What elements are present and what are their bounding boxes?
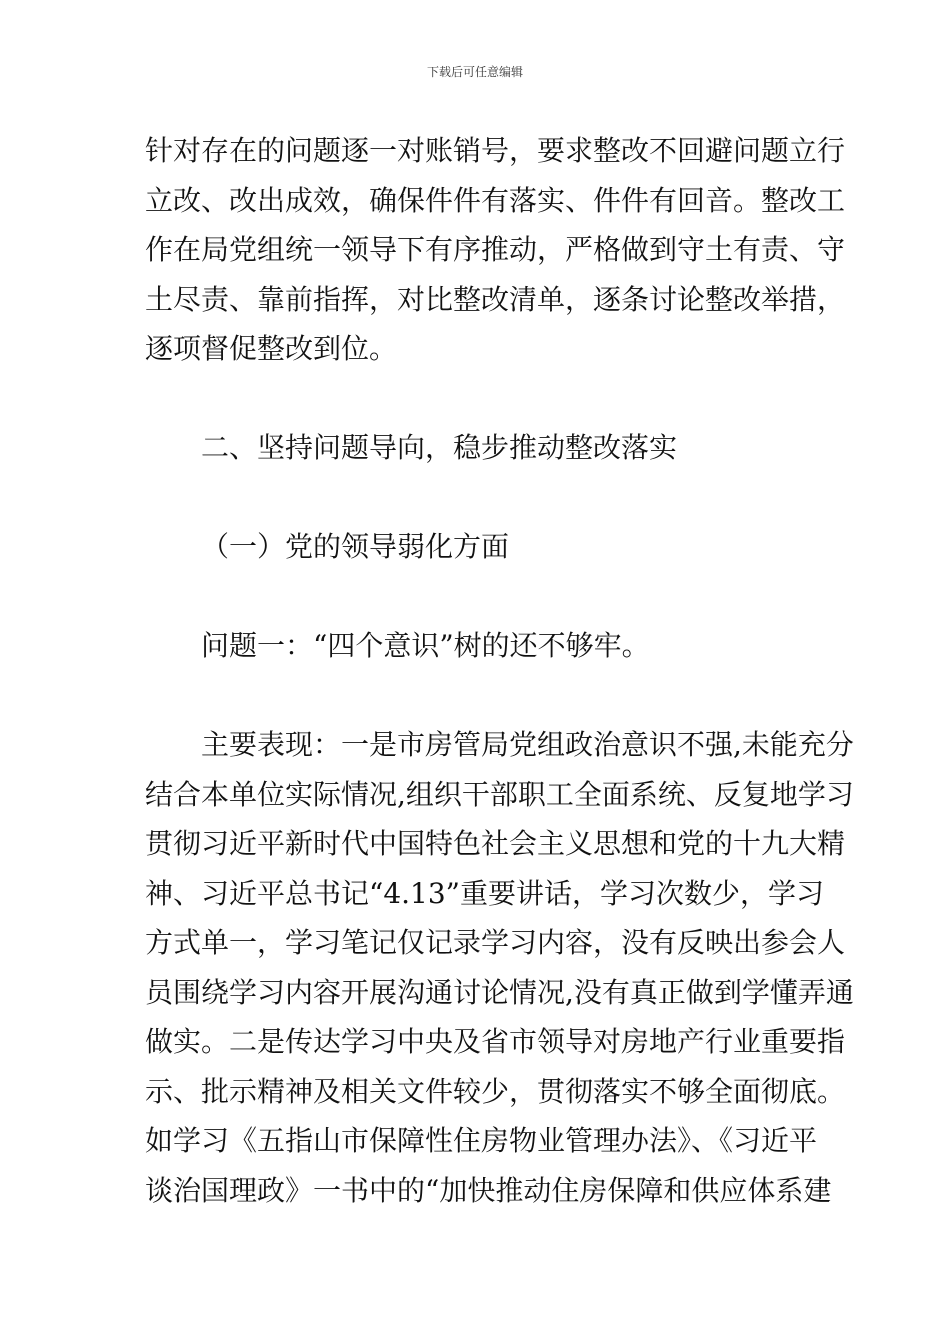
paragraph-line: 谈治国理政》一书中的“加快推动住房保障和供应体系建 [145, 1173, 832, 1207]
blank-line [145, 374, 815, 424]
paragraph-line: 针对存在的问题逐一对账销号，要求整改不回避问题立行 [145, 134, 846, 167]
paragraph-rectification [145, 126, 846, 374]
paragraph-line: 神、习近平总书记“4.13”重要讲话，学习次数少，学习 [145, 876, 824, 910]
paragraph-line: 逐项督促整改到位。 [145, 332, 398, 365]
paragraph-line: 如学习《五指山市保障性住房物业管理办法》、《习近平 [145, 1124, 818, 1157]
page-header-note: 下载后可任意编辑 [426, 65, 523, 79]
paragraph-line: 作在局党组统一领导下有序推动，严格做到守土有责、守 [145, 233, 846, 266]
paragraph-line: 立改、改出成效，确保件件有落实、件件有回音。整改工 [145, 183, 846, 217]
paragraph-line: 做实。二是传达学习中央及省市领导对房地产行业重要指 [145, 1025, 846, 1058]
section-heading: 二、坚持问题导向，稳步推动整改落实 [201, 431, 678, 464]
paragraph-line: 结合本单位实际情况,组织干部职工全面系统、反复地学习 [145, 777, 854, 811]
blank-line [145, 473, 815, 523]
paragraph-line: 示、批示精神及相关文件较少，贯彻落实不够全面彻底。 [145, 1074, 846, 1108]
subsection-heading: （一）党的领导弱化方面 [201, 530, 510, 563]
blank-line [145, 671, 815, 721]
paragraph-main-manifestation [145, 720, 854, 1215]
paragraph-line: 土尽责、靠前指挥，对比整改清单，逐条讨论整改举措， [145, 282, 846, 316]
paragraph-line: 方式单一，学习笔记仅记录学习内容，没有反映出参会人 [145, 926, 846, 959]
blank-line [145, 572, 815, 622]
document-body [145, 126, 854, 1215]
paragraph-line: 员围绕学习内容开展沟通讨论情况,没有真正做到学懂弄通 [145, 975, 854, 1009]
problem-heading: 问题一：“四个意识”树的还不够牢。 [201, 629, 650, 662]
paragraph-line: 贯彻习近平新时代中国特色社会主义思想和党的十九大精 [145, 827, 846, 860]
paragraph-line: 主要表现：一是市房管局党组政治意识不强,未能充分 [201, 728, 854, 761]
